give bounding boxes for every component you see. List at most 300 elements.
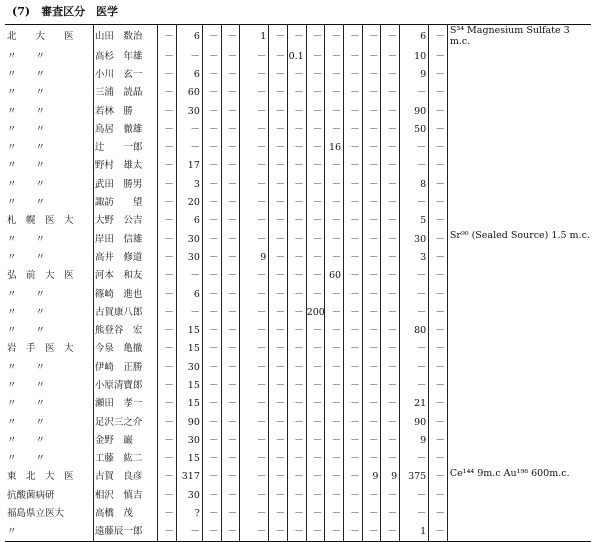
isotope-amount-cell: － [221, 47, 240, 65]
isotope-amount-cell: － [306, 248, 325, 266]
isotope-amount-cell: 9 [400, 431, 429, 449]
isotope-amount-cell: － [269, 504, 288, 522]
isotope-amount-cell: － [325, 303, 344, 321]
isotope-amount-cell: － [344, 321, 363, 339]
isotope-amount-cell: － [158, 468, 177, 486]
isotope-amount-cell: － [362, 321, 381, 339]
isotope-amount-cell: 30 [176, 230, 202, 248]
institution-cell: 北 大 医 [5, 25, 93, 48]
remarks-cell [447, 84, 591, 102]
institution-cell: 〃 〃 [5, 157, 93, 175]
isotope-amount-cell: － [269, 468, 288, 486]
isotope-amount-cell: － [158, 193, 177, 211]
table-row [5, 340, 591, 358]
isotope-amount-cell: － [325, 340, 344, 358]
isotope-amount-cell: － [400, 267, 429, 285]
isotope-amount-cell: － [306, 431, 325, 449]
researcher-name-cell: 遠藤辰一郎 [93, 523, 157, 542]
isotope-amount-cell: － [269, 303, 288, 321]
isotope-amount-cell: － [429, 450, 448, 468]
isotope-amount-cell: － [202, 47, 221, 65]
isotope-amount-cell: － [381, 358, 400, 376]
isotope-amount-cell: 90 [400, 102, 429, 120]
isotope-amount-cell: － [240, 358, 269, 376]
isotope-amount-cell: 317 [176, 468, 202, 486]
isotope-amount-cell: － [158, 157, 177, 175]
researcher-name-cell: 三浦 読晶 [93, 84, 157, 102]
isotope-amount-cell: － [344, 468, 363, 486]
researcher-name-cell: 工藤 紘二 [93, 450, 157, 468]
isotope-amount-cell: － [381, 84, 400, 102]
isotope-amount-cell: － [344, 102, 363, 120]
isotope-amount-cell: 30 [400, 230, 429, 248]
isotope-amount-cell: － [362, 84, 381, 102]
isotope-amount-cell: － [306, 84, 325, 102]
researcher-name-cell: 諏訪 望 [93, 193, 157, 211]
isotope-amount-cell: － [288, 248, 307, 266]
isotope-amount-cell: － [202, 230, 221, 248]
isotope-amount-cell: － [269, 193, 288, 211]
institution-cell: 〃 〃 [5, 285, 93, 303]
isotope-amount-cell: － [176, 303, 202, 321]
isotope-amount-cell: － [158, 120, 177, 138]
isotope-amount-cell: － [325, 193, 344, 211]
isotope-amount-cell: － [269, 248, 288, 266]
isotope-amount-cell: 15 [176, 340, 202, 358]
isotope-amount-cell: － [158, 413, 177, 431]
table-row [5, 248, 591, 266]
isotope-amount-cell: － [306, 47, 325, 65]
isotope-amount-cell: － [269, 138, 288, 156]
isotope-amount-cell: － [221, 468, 240, 486]
isotope-amount-cell: － [306, 285, 325, 303]
isotope-amount-cell: － [400, 486, 429, 504]
isotope-amount-cell: － [344, 395, 363, 413]
isotope-amount-cell: － [362, 303, 381, 321]
isotope-amount-cell: － [240, 47, 269, 65]
isotope-amount-cell: － [362, 138, 381, 156]
institution-cell: 〃 〃 [5, 175, 93, 193]
isotope-amount-cell: － [429, 47, 448, 65]
researcher-name-cell: 足沢三之介 [93, 413, 157, 431]
isotope-amount-cell: － [381, 138, 400, 156]
isotope-amount-cell: － [240, 267, 269, 285]
table-row [5, 376, 591, 394]
isotope-amount-cell: － [400, 285, 429, 303]
isotope-amount-cell: － [381, 504, 400, 522]
isotope-amount-cell: － [381, 47, 400, 65]
isotope-amount-cell: － [325, 486, 344, 504]
isotope-amount-cell: － [202, 321, 221, 339]
isotope-amount-cell: － [362, 504, 381, 522]
isotope-amount-cell: 10 [400, 47, 429, 65]
isotope-amount-cell: － [269, 450, 288, 468]
researcher-name-cell: 大野 公吉 [93, 212, 157, 230]
isotope-amount-cell: － [158, 376, 177, 394]
isotope-amount-cell: － [176, 523, 202, 542]
isotope-amount-cell: － [202, 303, 221, 321]
table-row [5, 47, 591, 65]
isotope-amount-cell: － [240, 340, 269, 358]
isotope-amount-cell: － [344, 303, 363, 321]
researcher-name-cell: 篠崎 進也 [93, 285, 157, 303]
isotope-amount-cell: － [221, 413, 240, 431]
institution-cell: 弘 前 大 医 [5, 267, 93, 285]
isotope-amount-cell: － [288, 486, 307, 504]
isotope-amount-cell: 5 [400, 212, 429, 230]
isotope-amount-cell: － [221, 138, 240, 156]
isotope-amount-cell: － [400, 340, 429, 358]
isotope-amount-cell: － [158, 84, 177, 102]
researcher-name-cell: 野村 雄太 [93, 157, 157, 175]
isotope-amount-cell: － [344, 212, 363, 230]
table-row [5, 230, 591, 248]
isotope-amount-cell: － [362, 376, 381, 394]
isotope-amount-cell: － [381, 376, 400, 394]
isotope-amount-cell: － [269, 175, 288, 193]
researcher-name-cell: 熊登谷 宏 [93, 321, 157, 339]
institution-cell: 〃 〃 [5, 120, 93, 138]
institution-cell: 〃 〃 [5, 193, 93, 211]
isotope-amount-cell: － [240, 175, 269, 193]
remarks-cell [447, 65, 591, 83]
isotope-amount-cell: － [269, 65, 288, 83]
isotope-amount-cell: － [429, 468, 448, 486]
isotope-amount-cell: － [306, 523, 325, 542]
table-row [5, 138, 591, 156]
isotope-amount-cell: － [202, 248, 221, 266]
isotope-amount-cell: － [381, 120, 400, 138]
isotope-amount-cell: － [429, 431, 448, 449]
isotope-amount-cell: － [158, 358, 177, 376]
remarks-cell [447, 486, 591, 504]
remarks-cell [447, 138, 591, 156]
isotope-amount-cell: － [344, 267, 363, 285]
table-row [5, 413, 591, 431]
isotope-amount-cell: － [306, 102, 325, 120]
isotope-amount-cell: 30 [176, 102, 202, 120]
remarks-cell [447, 102, 591, 120]
isotope-amount-cell: － [269, 120, 288, 138]
isotope-amount-cell: － [306, 376, 325, 394]
isotope-amount-cell: － [362, 120, 381, 138]
isotope-amount-cell: － [306, 267, 325, 285]
isotope-amount-cell: － [400, 193, 429, 211]
remarks-cell [447, 504, 591, 522]
isotope-amount-cell: － [221, 102, 240, 120]
isotope-amount-cell: － [269, 25, 288, 48]
institution-cell: 〃 〃 [5, 303, 93, 321]
remarks-cell: Ce¹⁴⁴ 9m.c Au¹⁹⁸ 600m.c. [449, 467, 570, 479]
isotope-amount-cell: － [362, 212, 381, 230]
isotope-amount-cell: － [381, 321, 400, 339]
isotope-amount-cell: 20 [176, 193, 202, 211]
isotope-amount-cell: 60 [176, 84, 202, 102]
isotope-amount-cell: － [306, 450, 325, 468]
isotope-amount-cell: － [429, 120, 448, 138]
isotope-amount-cell: － [176, 47, 202, 65]
isotope-amount-cell: 15 [176, 395, 202, 413]
isotope-amount-cell: － [381, 395, 400, 413]
remarks-cell [447, 450, 591, 468]
isotope-amount-cell: － [381, 523, 400, 542]
isotope-amount-cell: － [306, 340, 325, 358]
isotope-amount-cell: － [221, 303, 240, 321]
isotope-amount-cell: － [344, 120, 363, 138]
table-row [5, 65, 591, 83]
isotope-amount-cell: － [288, 285, 307, 303]
isotope-amount-cell: － [288, 25, 307, 48]
remarks-cell [447, 120, 591, 138]
isotope-amount-cell: － [202, 102, 221, 120]
institution-cell: 〃 〃 [5, 65, 93, 83]
researcher-name-cell: 山田 数治 [93, 25, 157, 48]
isotope-amount-cell: － [158, 285, 177, 303]
researcher-name-cell: 辻 一郎 [93, 138, 157, 156]
institution-cell: 〃 〃 [5, 102, 93, 120]
researcher-name-cell: 相沢 慎吉 [93, 486, 157, 504]
isotope-amount-cell: － [269, 340, 288, 358]
researcher-name-cell: 古賀康八郎 [93, 303, 157, 321]
isotope-amount-cell: － [221, 340, 240, 358]
isotope-amount-cell: － [221, 267, 240, 285]
isotope-amount-cell: － [240, 193, 269, 211]
isotope-amount-cell: － [362, 175, 381, 193]
isotope-amount-cell: － [158, 523, 177, 542]
isotope-amount-cell: － [269, 102, 288, 120]
isotope-amount-cell: － [344, 450, 363, 468]
isotope-amount-cell: 1 [240, 25, 269, 48]
isotope-amount-cell: 60 [325, 267, 344, 285]
isotope-amount-cell: － [221, 193, 240, 211]
isotope-amount-cell: － [381, 230, 400, 248]
isotope-amount-cell: － [306, 358, 325, 376]
isotope-amount-cell: － [325, 504, 344, 522]
isotope-amount-cell: － [306, 65, 325, 83]
isotope-amount-cell: － [429, 138, 448, 156]
isotope-amount-cell: － [429, 285, 448, 303]
isotope-amount-cell: － [288, 267, 307, 285]
isotope-amount-cell: － [306, 138, 325, 156]
isotope-amount-cell: － [202, 267, 221, 285]
isotope-amount-cell: － [202, 376, 221, 394]
isotope-amount-cell: － [221, 212, 240, 230]
isotope-amount-cell: － [269, 212, 288, 230]
isotope-amount-cell: 6 [176, 285, 202, 303]
isotope-amount-cell: － [306, 157, 325, 175]
researcher-name-cell: 瀬田 孝一 [93, 395, 157, 413]
table-row [5, 468, 591, 486]
isotope-amount-cell: － [344, 486, 363, 504]
remarks-cell [447, 285, 591, 303]
isotope-amount-cell: － [240, 303, 269, 321]
isotope-amount-cell: － [362, 413, 381, 431]
isotope-amount-cell: － [158, 230, 177, 248]
isotope-amount-cell: － [400, 157, 429, 175]
isotope-amount-cell: － [202, 212, 221, 230]
isotope-amount-cell: － [176, 267, 202, 285]
researcher-name-cell: 高井 修道 [93, 248, 157, 266]
isotope-amount-cell: － [381, 102, 400, 120]
isotope-amount-cell: － [429, 175, 448, 193]
isotope-amount-cell: － [381, 212, 400, 230]
isotope-amount-cell: － [202, 120, 221, 138]
isotope-amount-cell: － [429, 248, 448, 266]
isotope-amount-cell: － [269, 395, 288, 413]
isotope-amount-cell: － [429, 321, 448, 339]
isotope-amount-cell: － [362, 285, 381, 303]
isotope-amount-cell: 0.1 [288, 47, 307, 65]
isotope-amount-cell: － [344, 175, 363, 193]
isotope-amount-cell: － [362, 431, 381, 449]
isotope-amount-cell: － [269, 230, 288, 248]
isotope-amount-cell: － [288, 157, 307, 175]
isotope-amount-cell: － [176, 138, 202, 156]
institution-cell: 〃 〃 [5, 450, 93, 468]
researcher-name-cell: 今泉 亀撤 [93, 340, 157, 358]
table-row [5, 285, 591, 303]
isotope-amount-cell: － [381, 431, 400, 449]
isotope-amount-cell: － [202, 157, 221, 175]
section-title: (7) 審査区分 医学 [12, 5, 119, 18]
isotope-amount-cell: － [221, 157, 240, 175]
isotope-amount-cell: － [158, 248, 177, 266]
isotope-amount-cell: － [240, 321, 269, 339]
isotope-amount-cell: － [306, 395, 325, 413]
remarks-cell [447, 267, 591, 285]
isotope-amount-cell: － [344, 84, 363, 102]
isotope-amount-cell: － [288, 504, 307, 522]
isotope-amount-cell: － [221, 523, 240, 542]
isotope-amount-cell: － [344, 65, 363, 83]
isotope-amount-cell: － [381, 248, 400, 266]
isotope-amount-cell: － [240, 413, 269, 431]
remarks-cell [447, 193, 591, 211]
isotope-amount-cell: － [429, 157, 448, 175]
isotope-amount-cell: － [202, 138, 221, 156]
isotope-amount-cell: 3 [400, 248, 429, 266]
isotope-amount-cell: － [325, 450, 344, 468]
table-row [5, 303, 591, 321]
isotope-amount-cell: － [240, 65, 269, 83]
table-row [5, 358, 591, 376]
isotope-amount-cell: － [325, 102, 344, 120]
isotope-amount-cell: － [288, 358, 307, 376]
isotope-amount-cell: － [344, 47, 363, 65]
isotope-amount-cell: － [240, 523, 269, 542]
isotope-amount-cell: － [429, 395, 448, 413]
isotope-amount-cell: － [306, 486, 325, 504]
isotope-amount-cell: － [429, 212, 448, 230]
isotope-amount-cell: 9 [400, 65, 429, 83]
institution-cell: 〃 〃 [5, 395, 93, 413]
isotope-amount-cell: 30 [176, 248, 202, 266]
isotope-amount-cell: － [381, 450, 400, 468]
isotope-amount-cell: － [288, 193, 307, 211]
isotope-amount-cell: 90 [176, 413, 202, 431]
isotope-amount-cell: － [344, 230, 363, 248]
remarks-cell [447, 157, 591, 175]
isotope-amount-cell: － [429, 102, 448, 120]
isotope-amount-cell: － [269, 321, 288, 339]
isotope-amount-cell: － [306, 504, 325, 522]
isotope-amount-cell: － [269, 47, 288, 65]
isotope-amount-cell: － [221, 376, 240, 394]
isotope-amount-cell: － [429, 340, 448, 358]
researcher-name-cell: 鳥居 徹雄 [93, 120, 157, 138]
remarks-cell: Sr⁹⁰ (Sealed Source) 1.5 m.c. [449, 229, 590, 241]
table-row [5, 175, 591, 193]
remarks-cell [447, 395, 591, 413]
isotope-amount-cell: 90 [400, 413, 429, 431]
isotope-amount-cell: － [325, 65, 344, 83]
isotope-amount-cell: － [306, 321, 325, 339]
isotope-amount-cell: － [202, 413, 221, 431]
institution-cell: 〃 〃 [5, 248, 93, 266]
isotope-amount-cell: － [202, 285, 221, 303]
isotope-amount-cell: 6 [176, 65, 202, 83]
isotope-amount-cell: － [288, 450, 307, 468]
isotope-amount-cell: － [288, 175, 307, 193]
table-row [5, 523, 591, 542]
isotope-amount-cell: － [362, 25, 381, 48]
isotope-amount-cell: － [325, 285, 344, 303]
isotope-amount-cell: － [429, 84, 448, 102]
isotope-amount-cell: － [344, 523, 363, 542]
isotope-amount-cell: － [202, 395, 221, 413]
institution-cell: 札 幌 医 大 [5, 212, 93, 230]
institution-cell: 〃 〃 [5, 321, 93, 339]
institution-cell: 〃 〃 [5, 138, 93, 156]
isotope-amount-cell: － [344, 504, 363, 522]
isotope-amount-cell: － [288, 395, 307, 413]
isotope-amount-cell: － [325, 431, 344, 449]
isotope-amount-cell: － [202, 25, 221, 48]
isotope-amount-cell: － [381, 25, 400, 48]
institution-cell: 〃 〃 [5, 84, 93, 102]
isotope-amount-cell: － [202, 65, 221, 83]
isotope-amount-cell: 3 [176, 175, 202, 193]
radioisotope-allocation-table [5, 24, 591, 542]
isotope-amount-cell: － [221, 321, 240, 339]
isotope-amount-cell: － [344, 413, 363, 431]
isotope-amount-cell: － [158, 175, 177, 193]
isotope-amount-cell: 9 [362, 468, 381, 486]
isotope-amount-cell: － [202, 486, 221, 504]
isotope-amount-cell: 8 [400, 175, 429, 193]
table-row [5, 395, 591, 413]
isotope-amount-cell: － [158, 486, 177, 504]
isotope-amount-cell: － [362, 523, 381, 542]
isotope-amount-cell: 6 [176, 25, 202, 48]
isotope-amount-cell: － [362, 340, 381, 358]
isotope-amount-cell: － [344, 358, 363, 376]
isotope-amount-cell: 21 [400, 395, 429, 413]
isotope-amount-cell: － [381, 303, 400, 321]
table-row [5, 431, 591, 449]
isotope-amount-cell: － [429, 65, 448, 83]
isotope-amount-cell: － [158, 47, 177, 65]
isotope-amount-cell: － [240, 285, 269, 303]
isotope-amount-cell: － [400, 450, 429, 468]
isotope-amount-cell: － [362, 267, 381, 285]
isotope-amount-cell: － [158, 395, 177, 413]
remarks-cell [447, 431, 591, 449]
isotope-amount-cell: － [221, 230, 240, 248]
remarks-cell: S³⁴ Magnesium Sulfate 3 m.c. [449, 25, 570, 47]
isotope-amount-cell: － [202, 523, 221, 542]
isotope-amount-cell: － [269, 285, 288, 303]
